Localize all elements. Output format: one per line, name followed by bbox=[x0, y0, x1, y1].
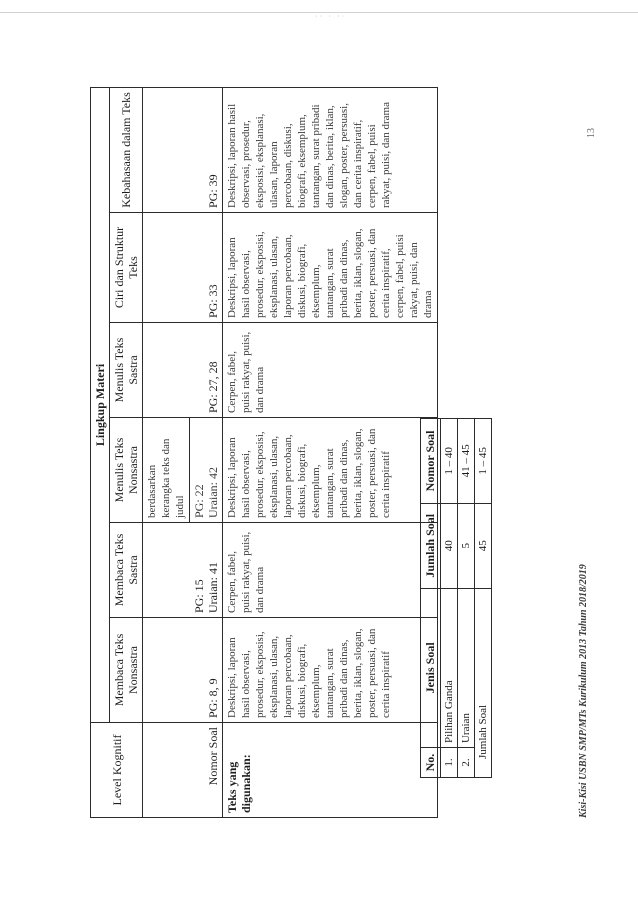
teks-cell: Deskripsi, laporan hasil observasi, prosedur, eksposisi, eksplanasi, ulasan, laporan percobaan, diskusi, biografi, eksemplum, tantangan, surat pribadi dan dinas, berita, iklan, slogan, poster, persuasi, dan cerita inspiratif, cerpen, fabel, puisi rakyat, puisi, dan drama bbox=[223, 87, 438, 212]
menulis-nonsastra-continued: berdasarkan kerangka teks dan judul bbox=[146, 438, 186, 518]
teks-cell: Deskripsi, laporan hasil observasi, prosedur, eksposisi, eksplanasi, ulasan, laporan percobaan, diskusi, biografi, eksemplum, tantangan, surat pribadi dan dinas, berita, iklan, slogan, poster, persuasi, dan cerita inspiratif, cerpen, fabel, puisi rakyat, puisi, dan drama bbox=[223, 213, 438, 323]
teks-cell: Deskripsi, laporan hasil observasi, prosedur, eksposisi, eksplanasi, ulasan, laporan percobaan, diskusi, biografi, eksemplum, tantangan, surat pribadi dan dinas, berita, iklan, slogan, poster, persuasi, dan cerita inspiratif bbox=[223, 418, 438, 523]
lingkup-materi-header: Lingkup Materi bbox=[91, 87, 110, 722]
col-header-ciri-struktur: Ciri dan Struktur Teks bbox=[110, 213, 143, 323]
summary-nomor: 1 – 40 bbox=[441, 419, 458, 504]
summary-no: 2. bbox=[458, 748, 475, 778]
nomor-soal-cell: PG: 39 bbox=[143, 87, 223, 212]
nomor-soal-cell: PG: 27, 28 bbox=[143, 323, 223, 418]
scan-noise: ·· · ·· bbox=[315, 12, 347, 21]
summary-header-no: No. bbox=[421, 748, 441, 778]
teks-cell: Deskripsi, laporan hasil observasi, prosedur, eksposisi, eksplanasi, ulasan, laporan percobaan, diskusi, biografi, eksemplum, tantangan, surat pribadi dan dinas, berita, iklan, slogan, poster, persuasi, dan cerita inspiratif bbox=[223, 618, 438, 723]
col-header-menulis-sastra: Menulis Teks Sastra bbox=[110, 323, 143, 418]
header-row-2 bbox=[110, 87, 143, 817]
teks-digunakan-row bbox=[223, 87, 438, 817]
teks-cell: Cerpen, fabel, puisi rakyat, puisi, dan drama bbox=[223, 323, 438, 418]
kisi-kisi-table bbox=[90, 87, 438, 818]
nomor-soal-cell: PG: 22 Uraian: 42 bbox=[189, 418, 222, 522]
teks-digunakan-label: Teks yang digunakan: bbox=[223, 723, 438, 818]
summary-row bbox=[441, 419, 458, 778]
header-row-1 bbox=[91, 87, 110, 817]
level-kognitif-header: Level Kognitif bbox=[91, 723, 143, 818]
summary-table bbox=[420, 418, 492, 778]
summary-header-jumlah: Jumlah Soal bbox=[421, 503, 441, 588]
col-header-kebahasaan: Kebahasaan dalam Teks bbox=[110, 87, 143, 212]
summary-jumlah: 5 bbox=[458, 503, 475, 588]
summary-row bbox=[458, 419, 475, 778]
page-number: 13 bbox=[586, 128, 597, 138]
nomor-soal-cell: PG: 8, 9 bbox=[143, 618, 223, 723]
col-header-membaca-sastra: Membaca Teks Sastra bbox=[110, 523, 143, 618]
teks-cell: Cerpen, fabel, puisi rakyat, puisi, dan drama bbox=[223, 523, 438, 618]
summary-total-jumlah: 45 bbox=[475, 503, 492, 588]
nomor-soal-label: Nomor Soal bbox=[143, 723, 223, 818]
col-header-membaca-nonsastra: Membaca Teks Nonsastra bbox=[110, 618, 143, 723]
summary-total-row bbox=[475, 419, 492, 778]
summary-jenis: Uraian bbox=[458, 588, 475, 747]
page-footer: Kisi-Kisi USBN SMP/MTs Kurikulum 2013 Tahun 2018/2019 bbox=[578, 564, 589, 818]
nomor-soal-row bbox=[143, 87, 223, 817]
summary-header-jenis: Jenis Soal bbox=[421, 588, 441, 747]
summary-nomor: 41 – 45 bbox=[458, 419, 475, 504]
summary-jenis: Pilihan Ganda bbox=[441, 588, 458, 747]
summary-total-nomor: 1 – 45 bbox=[475, 419, 492, 504]
summary-header-row bbox=[421, 419, 441, 778]
summary-total-label: Jumlah Soal bbox=[475, 588, 492, 777]
summary-header-nomor: Nomor Soal bbox=[421, 419, 441, 504]
nomor-soal-cell: PG: 33 bbox=[143, 213, 223, 323]
summary-no: 1. bbox=[441, 748, 458, 778]
nomor-soal-cell: PG: 15 Uraian: 41 bbox=[143, 523, 223, 618]
col-header-menulis-nonsastra: Menulis Teks Nonsastra bbox=[110, 418, 143, 523]
summary-jumlah: 40 bbox=[441, 503, 458, 588]
